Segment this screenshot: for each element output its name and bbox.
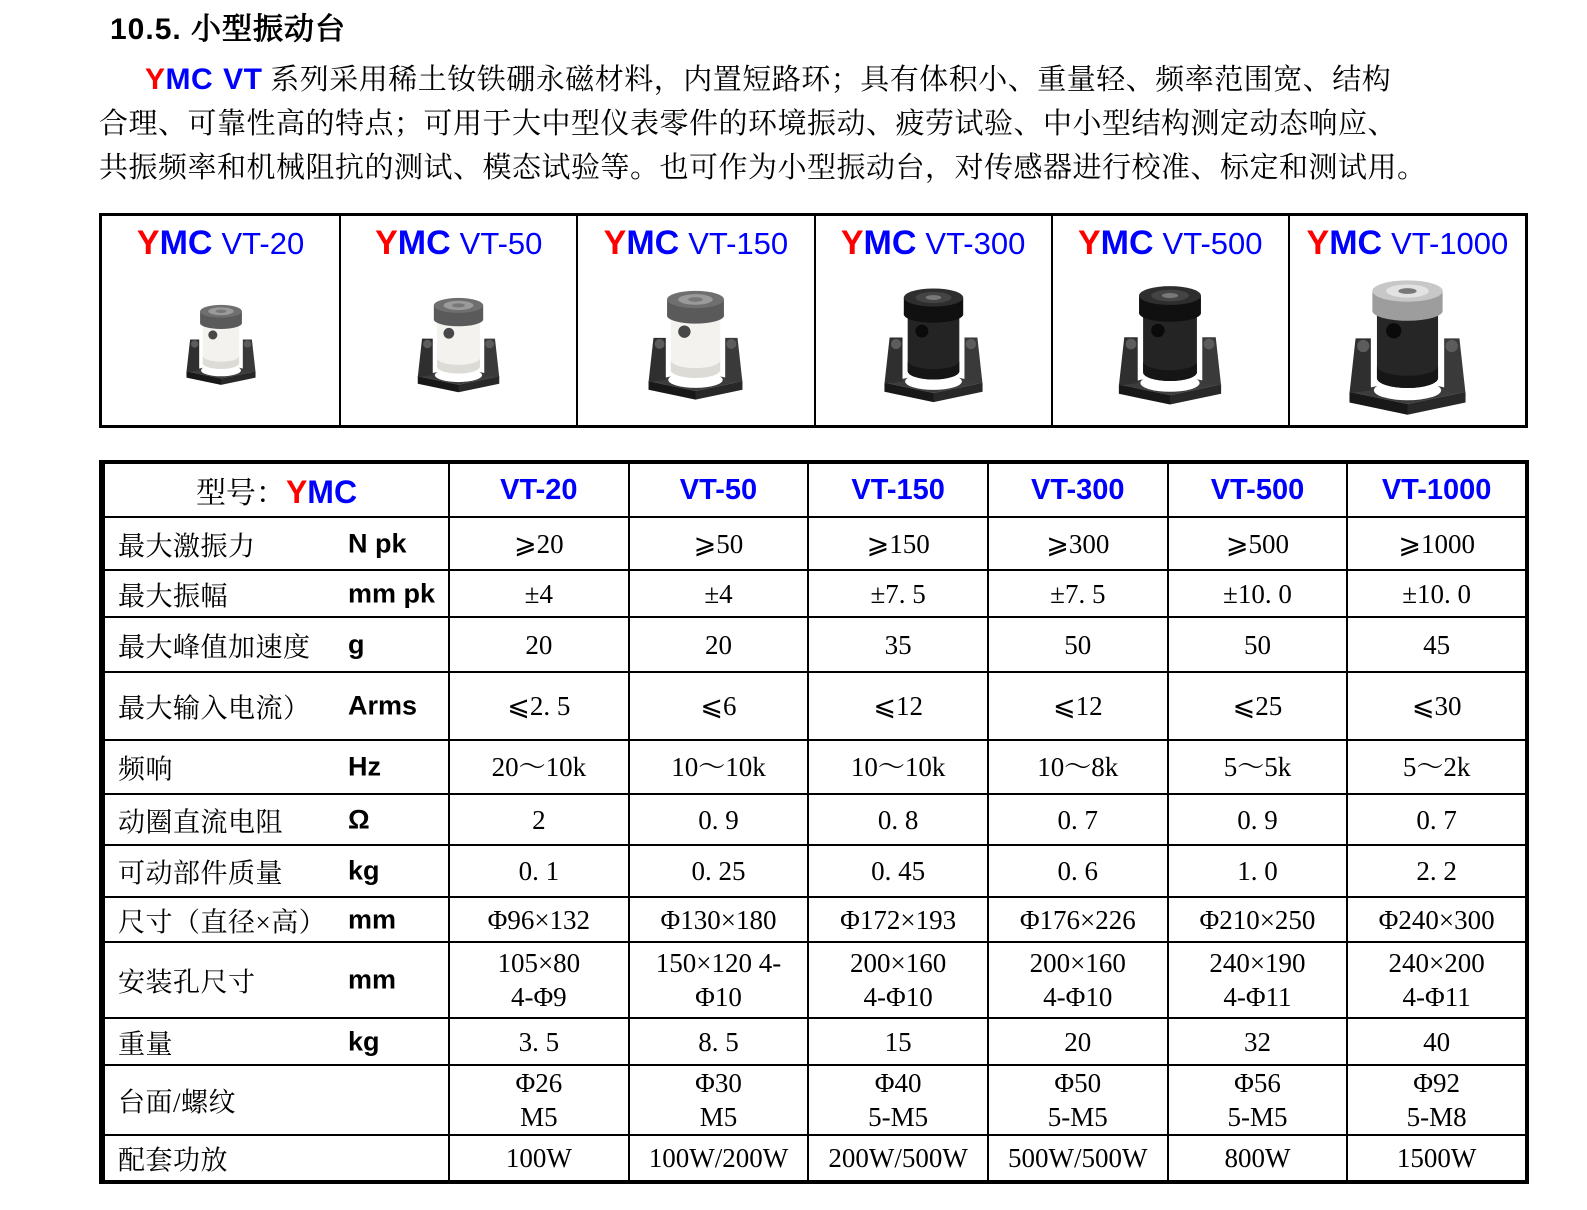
spec-value-cell [449, 1135, 629, 1182]
spec-value: 40 [1423, 1026, 1451, 1057]
spec-value: Φ92 [1413, 1068, 1461, 1098]
spec-value-cell [988, 517, 1168, 570]
spec-row-unit: mm pk [348, 578, 436, 608]
brand-letter-y: Y [136, 224, 160, 262]
spec-value-cell [808, 672, 988, 740]
intro-line-1 [99, 58, 1501, 102]
spec-row-label: 重量 [118, 1029, 173, 1059]
product-card-vt-50 [339, 216, 576, 425]
spec-value-cell [988, 617, 1168, 672]
spec-value-cell [988, 1018, 1168, 1065]
spec-value: 0. 9 [1237, 804, 1278, 835]
spec-value-cell [449, 1018, 629, 1065]
spec-value-cell [808, 570, 988, 617]
spec-value-cell [1347, 517, 1527, 570]
spec-value-cell [808, 740, 988, 794]
spec-row-label-cell [102, 517, 449, 570]
spec-value: 4-Φ9 [510, 982, 567, 1012]
spec-value-cell [629, 1065, 809, 1135]
spec-value-cell [449, 740, 629, 794]
spec-row-unit: Ω [348, 804, 370, 834]
spec-value: 0. 8 [877, 804, 919, 835]
spec-value: M5 [699, 1102, 738, 1132]
spec-value: 1. 0 [1237, 856, 1278, 886]
spec-value: ⩾300 [1046, 528, 1110, 559]
spec-value: 2. 2 [1416, 856, 1457, 886]
brand-letters-mc: MC [1329, 224, 1383, 262]
spec-row-label: 频响 [118, 754, 173, 785]
product-card-vt-500 [1051, 216, 1288, 425]
spec-header-row [102, 462, 1527, 517]
spec-value: Φ130×180 [660, 904, 777, 935]
intro-line-3: 共振频率和机械阻抗的测试、模态试验等。也可作为小型振动台，对传感器进行校准、标定和测试用。 [99, 152, 1427, 184]
spec-value: Φ10 [695, 982, 742, 1012]
spec-value: 10～10k [671, 752, 766, 782]
product-model: VT-1000 [1391, 226, 1509, 261]
spec-value-cell [449, 517, 629, 570]
product-card-vt-300 [814, 216, 1051, 425]
spec-table-body [102, 462, 1527, 1182]
product-model: VT-20 [221, 226, 305, 261]
spec-value: 15 [884, 1026, 912, 1057]
spec-value: 0. 45 [871, 856, 926, 886]
spec-row [102, 672, 1527, 740]
spec-value: 5～2k [1402, 752, 1471, 782]
spec-value: 3. 5 [518, 1026, 560, 1057]
spec-value: 200×160 [1029, 948, 1126, 978]
spec-value-cell [1347, 794, 1527, 845]
spec-row-label: 最大激振力 [118, 531, 256, 561]
model-column-header-vt-1000: VT-1000 [1347, 462, 1527, 517]
spec-row-label-cell [102, 897, 449, 942]
spec-row-label-cell [102, 1065, 449, 1135]
spec-value: 10～8k [1037, 752, 1119, 782]
spec-value: ⩾1000 [1398, 528, 1475, 559]
spec-value-cell [808, 897, 988, 942]
spec-value: 4-Φ11 [1223, 982, 1292, 1012]
spec-row-unit: kg [348, 855, 380, 886]
spec-row-unit: g [348, 629, 365, 659]
spec-row [102, 740, 1527, 794]
brand-letter-y: Y [285, 474, 308, 510]
spec-value-cell [1347, 1065, 1527, 1135]
spec-value-cell [1168, 942, 1348, 1018]
spec-row [102, 570, 1527, 617]
spec-value: 32 [1243, 1026, 1271, 1057]
spec-value: 100W [505, 1143, 572, 1173]
spec-value-cell [1168, 845, 1348, 897]
spec-value-cell [1347, 672, 1527, 740]
brand-letters-mc: MC [159, 224, 213, 262]
spec-row-label: 最大峰值加速度 [118, 632, 311, 662]
spec-value-cell [449, 570, 629, 617]
brand-letters-mc: MC [165, 63, 214, 96]
intro-paragraph [99, 58, 1501, 190]
spec-value-cell [988, 740, 1168, 794]
spec-value: 100W/200W [648, 1143, 789, 1173]
spec-value-cell [1168, 1065, 1348, 1135]
spec-value-cell [449, 672, 629, 740]
spec-value-cell [808, 845, 988, 897]
product-card-vt-150 [576, 216, 813, 425]
product-label [375, 225, 542, 262]
spec-value-cell [449, 617, 629, 672]
product-card-vt-20 [102, 216, 339, 425]
spec-row-label-cell [102, 617, 449, 672]
spec-value: ⩽2. 5 [507, 691, 571, 721]
spec-value-cell [629, 845, 809, 897]
spec-table [99, 460, 1529, 1184]
spec-value: 20 [525, 629, 553, 660]
shaker-product-image-vt-300 [816, 262, 1051, 425]
spec-value-cell [449, 794, 629, 845]
spec-value: 5-M5 [1227, 1102, 1288, 1132]
spec-value: 20 [704, 629, 732, 660]
spec-value: 0. 6 [1057, 856, 1099, 886]
spec-value: M5 [520, 1102, 558, 1132]
spec-value: ⩾20 [514, 528, 564, 559]
brand-letter-y: Y [1306, 224, 1330, 262]
spec-row [102, 897, 1527, 942]
spec-row-label: 最大输入电流） [118, 693, 311, 724]
spec-value: 200×160 [850, 948, 947, 978]
spec-value: 1500W [1396, 1143, 1477, 1173]
spec-value: ±7. 5 [1050, 578, 1106, 609]
model-column-header-vt-50: VT-50 [629, 462, 809, 517]
spec-value: 240×190 [1209, 948, 1306, 978]
spec-value: 20 [1064, 1026, 1092, 1057]
spec-row-label-cell [102, 1018, 449, 1065]
spec-row-label-cell [102, 570, 449, 617]
spec-value: 45 [1423, 629, 1451, 660]
spec-value-cell [1347, 1135, 1527, 1182]
spec-value: 5-M5 [868, 1102, 929, 1132]
spec-value-cell [1168, 570, 1348, 617]
spec-value: Φ30 [695, 1068, 742, 1098]
brand-letters-mc: MC [626, 224, 680, 262]
spec-value: 0. 25 [691, 856, 746, 886]
spec-row-unit: kg [348, 1026, 380, 1056]
spec-row [102, 517, 1527, 570]
spec-row-label: 尺寸（直径×高） [118, 907, 327, 937]
spec-value-cell [1168, 1135, 1348, 1182]
brand-letter-y: Y [375, 224, 398, 262]
shaker-product-image-vt-20 [102, 262, 339, 425]
product-label [1078, 225, 1263, 262]
product-model: VT-300 [925, 226, 1026, 261]
product-label [841, 225, 1026, 262]
spec-row-unit: mm [348, 964, 397, 995]
spec-row-label-cell [102, 672, 449, 740]
spec-value-cell [629, 1018, 809, 1065]
spec-row-label-cell [102, 740, 449, 794]
spec-value-cell [988, 845, 1168, 897]
spec-value: ±7. 5 [870, 578, 926, 609]
brand-letters-mc: MC [1100, 224, 1154, 262]
spec-value-cell [988, 794, 1168, 845]
spec-value-cell [988, 942, 1168, 1018]
spec-value: Φ40 [874, 1068, 922, 1098]
spec-value-cell [808, 1065, 988, 1135]
spec-value: 200W/500W [828, 1143, 968, 1173]
spec-value: 5-M8 [1406, 1102, 1467, 1132]
spec-row [102, 617, 1527, 672]
spec-value-cell [1347, 570, 1527, 617]
spec-row-unit: mm [348, 904, 397, 934]
spec-value: 0. 7 [1416, 804, 1457, 835]
section-heading: 10.5. 小型振动台 [110, 13, 347, 46]
spec-value: ±4 [524, 578, 553, 609]
product-gallery [99, 213, 1528, 428]
spec-row-label: 配套功放 [118, 1145, 228, 1176]
spec-row-label: 动圈直流电阻 [118, 807, 283, 837]
spec-value-cell [808, 617, 988, 672]
spec-row-unit: Hz [348, 751, 381, 782]
brand-letter-y: Y [603, 224, 627, 262]
spec-value: Φ26 [515, 1068, 563, 1098]
spec-row-label: 安装孔尺寸 [118, 967, 256, 998]
product-card-vt-1000 [1288, 216, 1525, 425]
spec-value-cell [988, 672, 1168, 740]
spec-value-cell [1168, 517, 1348, 570]
product-model: VT-500 [1162, 226, 1263, 261]
intro-line-2: 合理、可靠性高的特点；可用于大中型仪表零件的环境振动、疲劳试验、中小型结构测定动态响应、 [99, 108, 1398, 140]
spec-value-cell [1168, 672, 1348, 740]
spec-value-cell [1168, 794, 1348, 845]
spec-value: 35 [884, 629, 912, 660]
model-column-header-vt-150: VT-150 [808, 462, 988, 517]
spec-value: ±4 [704, 578, 733, 609]
spec-value-cell [629, 517, 809, 570]
spec-value-cell [629, 570, 809, 617]
shaker-product-image-vt-150 [578, 262, 813, 425]
spec-value-cell [629, 794, 809, 845]
spec-value: ⩾150 [866, 528, 930, 559]
spec-value: 8. 5 [698, 1026, 739, 1057]
spec-value: Φ50 [1054, 1068, 1102, 1098]
spec-value: 4-Φ11 [1402, 982, 1471, 1012]
spec-value-cell [1168, 1018, 1348, 1065]
spec-row-label: 最大振幅 [118, 581, 228, 611]
spec-value-cell [808, 1135, 988, 1182]
shaker-product-image-vt-1000 [1290, 262, 1525, 425]
spec-value-cell [1347, 897, 1527, 942]
spec-value: Φ56 [1234, 1068, 1281, 1098]
brand-series-vt: VT [223, 63, 263, 96]
spec-value: 10～10k [850, 752, 946, 782]
spec-value: ±10. 0 [1223, 578, 1292, 609]
model-column-header-vt-500: VT-500 [1168, 462, 1348, 517]
spec-value: 500W/500W [1008, 1143, 1148, 1173]
spec-value-cell [808, 517, 988, 570]
shaker-product-image-vt-50 [341, 262, 576, 425]
spec-value: 5-M5 [1047, 1102, 1108, 1132]
model-column-header-vt-20: VT-20 [449, 462, 629, 517]
spec-value: ⩽6 [700, 691, 737, 721]
spec-value-cell [1168, 617, 1348, 672]
spec-value-cell [629, 1135, 809, 1182]
spec-value-cell [449, 845, 629, 897]
spec-value-cell [988, 1135, 1168, 1182]
spec-value: Φ210×250 [1199, 904, 1316, 935]
spec-row-unit: Arms [348, 690, 418, 721]
spec-value-cell [808, 794, 988, 845]
spec-value: 4-Φ10 [1043, 982, 1113, 1012]
product-label [137, 225, 304, 262]
spec-value-cell [808, 1018, 988, 1065]
spec-row-label: 可动部件质量 [118, 858, 283, 889]
brand-letter-y: Y [1077, 224, 1101, 262]
model-label-prefix: 型号： [195, 477, 286, 510]
brand-letter-y: Y [145, 63, 166, 96]
spec-value-cell [1347, 845, 1527, 897]
spec-value: 800W [1224, 1143, 1291, 1173]
spec-value: ⩽25 [1232, 691, 1283, 721]
spec-value: Φ96×132 [487, 904, 591, 935]
spec-value-cell [449, 1065, 629, 1135]
product-label [1307, 225, 1509, 262]
spec-value-cell [1347, 1018, 1527, 1065]
model-header-label [102, 462, 449, 517]
spec-value-cell [629, 942, 809, 1018]
spec-value-cell [988, 570, 1168, 617]
spec-value: 0. 1 [518, 856, 560, 886]
spec-value-cell [449, 897, 629, 942]
spec-value: ⩽12 [873, 691, 923, 721]
model-column-header-vt-300: VT-300 [988, 462, 1168, 517]
spec-value-cell [988, 897, 1168, 942]
spec-value-cell [1347, 740, 1527, 794]
spec-row [102, 1065, 1527, 1135]
spec-value-cell [629, 897, 809, 942]
spec-value: Φ172×193 [840, 904, 957, 935]
spec-row-unit: N pk [348, 528, 407, 558]
spec-value-cell [988, 1065, 1168, 1135]
spec-value: 2 [532, 804, 546, 835]
spec-row-label-cell [102, 942, 449, 1018]
brand-letters-mc: MC [397, 224, 451, 262]
spec-value: Φ176×226 [1019, 904, 1136, 935]
spec-value-cell [1347, 617, 1527, 672]
spec-value-cell [1347, 942, 1527, 1018]
intro-line-1-text: 系列采用稀土钕铁硼永磁材料，内置短路环；具有体积小、重量轻、频率范围宽、结构 [262, 64, 1392, 96]
spec-value: 240×200 [1388, 948, 1485, 978]
spec-row-label-cell [102, 845, 449, 897]
spec-row [102, 1135, 1527, 1182]
spec-value: 20～10k [491, 752, 587, 782]
spec-value-cell [1168, 897, 1348, 942]
spec-value-cell [449, 942, 629, 1018]
spec-row [102, 942, 1527, 1018]
spec-value: 0. 9 [698, 804, 739, 835]
spec-row-label-cell [102, 1135, 449, 1182]
spec-value: 0. 7 [1057, 804, 1099, 835]
spec-value: ⩽30 [1411, 691, 1462, 721]
spec-value: Φ240×300 [1378, 904, 1495, 935]
spec-value: 105×80 [497, 948, 581, 978]
spec-row-label-cell [102, 794, 449, 845]
spec-value-cell [629, 617, 809, 672]
spec-value-cell [629, 672, 809, 740]
brand-letter-y: Y [840, 224, 864, 262]
spec-value: 150×120 4- [655, 948, 782, 978]
spec-row [102, 794, 1527, 845]
spec-value: ±10. 0 [1402, 578, 1472, 609]
brand-letters-mc: MC [863, 224, 917, 262]
spec-row [102, 845, 1527, 897]
spec-row [102, 1018, 1527, 1065]
spec-value: ⩾500 [1225, 528, 1290, 559]
spec-value-cell [1168, 740, 1348, 794]
spec-value: 50 [1064, 629, 1092, 660]
spec-value: ⩽12 [1052, 691, 1103, 721]
spec-row-label: 台面/螺纹 [118, 1087, 237, 1118]
product-model: VT-150 [688, 226, 789, 261]
shaker-product-image-vt-500 [1053, 262, 1288, 425]
spec-value-cell [808, 942, 988, 1018]
brand-letters-mc: MC [307, 474, 358, 510]
product-model: VT-50 [459, 226, 543, 261]
product-label [604, 225, 789, 262]
spec-value: 5～5k [1223, 752, 1292, 782]
spec-value: ⩾50 [693, 528, 744, 559]
spec-value: 4-Φ10 [863, 982, 933, 1012]
spec-value: 50 [1243, 629, 1271, 660]
spec-value-cell [629, 740, 809, 794]
